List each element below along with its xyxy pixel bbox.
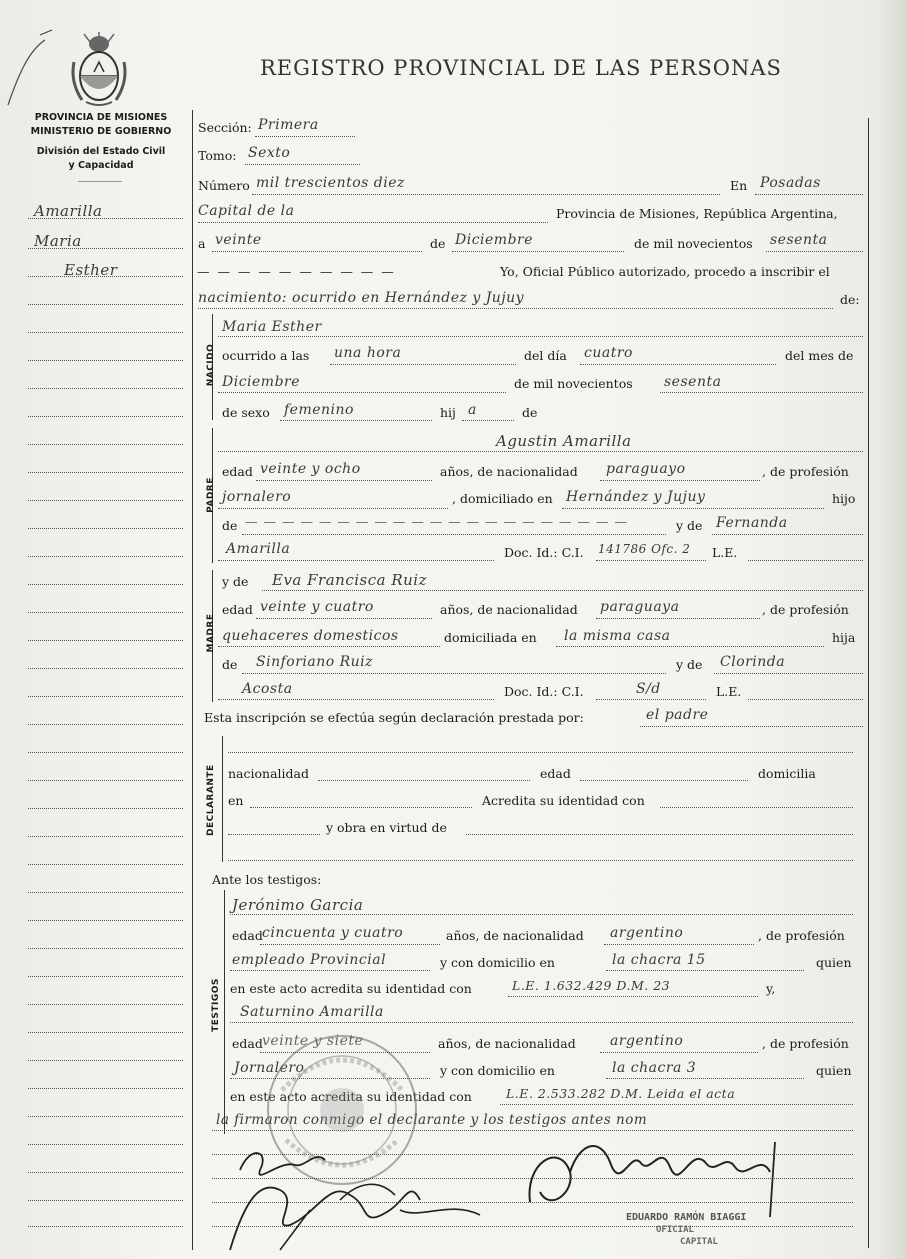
madre-y-de-label: y de	[222, 574, 249, 589]
sexo-line	[280, 420, 432, 421]
padre-prof-line	[218, 508, 448, 509]
page-title: REGISTRO PROVINCIAL DE LAS PERSONAS	[260, 56, 782, 80]
tab-declarante: DECLARANTE	[206, 764, 216, 836]
hij-label: hij	[440, 405, 456, 420]
hora-line	[330, 364, 516, 365]
de-mil-label: de mil novecientos	[634, 236, 753, 251]
del-dia-label: del día	[524, 348, 567, 363]
hij-suffix-value: a	[468, 402, 477, 418]
padre-edad-value: veinte y ocho	[260, 461, 361, 477]
t1-doc-value: L.E. 1.632.429 D.M. 23	[512, 978, 671, 993]
padre-nombre-value: Agustin Amarilla	[496, 432, 632, 450]
decl-domicilia-label: domicilia	[758, 766, 816, 781]
padre-edad-line	[256, 480, 432, 481]
left-border	[192, 110, 193, 1250]
madre-nombre-line	[262, 590, 863, 591]
stamp-title: OFICIAL	[656, 1225, 694, 1235]
padre-anios-label: años, de nacionalidad	[440, 464, 578, 479]
en-line	[755, 194, 863, 195]
madre-prof-line	[218, 646, 440, 647]
coat-of-arms-emblem	[68, 32, 130, 108]
t1-nac-value: argentino	[610, 925, 684, 941]
nombre-line	[218, 336, 863, 337]
decl-en-label: en	[228, 793, 244, 808]
padre-madre-value: Fernanda	[716, 515, 788, 531]
decl-obra-line	[466, 834, 853, 835]
madre-hija-label: hija	[832, 630, 856, 645]
t2-nac-value: argentino	[610, 1033, 684, 1049]
decl-en-line	[250, 807, 472, 808]
numero-value: mil trescientos diez	[256, 175, 405, 191]
padre-prof-value: jornalero	[222, 489, 292, 505]
madre-madre-ap-line	[218, 699, 494, 700]
margin-first-name: Maria	[34, 232, 82, 250]
t1-nombre-value: Jerónimo Garcia	[232, 896, 364, 914]
tab-testigos: TESTIGOS	[211, 978, 221, 1032]
decl-acredita-line	[660, 807, 853, 808]
pencil-mark	[0, 20, 60, 110]
ministry-line: MINISTERIO DE GOBIERNO	[30, 126, 172, 137]
ante-testigos-label: Ante los testigos:	[212, 872, 322, 887]
t2-doc-line	[500, 1104, 853, 1105]
madre-prof-value: quehaceres domesticos	[222, 628, 399, 644]
seccion-label: Sección:	[198, 120, 252, 135]
madre-nac-line	[596, 618, 760, 619]
anio-line	[766, 251, 863, 252]
province-line: PROVINCIA DE MISIONES	[34, 112, 168, 123]
padre-nac-line	[600, 480, 760, 481]
testigos-bracket	[224, 890, 225, 1134]
dia-value: veinte	[215, 232, 262, 248]
de-mil2-label: de mil novecientos	[514, 376, 633, 391]
t1-edad-value: cincuenta y cuatro	[262, 925, 404, 941]
dia-nac-line	[580, 364, 776, 365]
madre-ci-value: S/d	[636, 681, 661, 697]
mes-line	[452, 251, 624, 252]
margin-second-name: Esther	[64, 261, 118, 279]
anio-value: sesenta	[770, 232, 828, 248]
decl-obra-pre-line	[228, 834, 320, 835]
declarante-line	[640, 726, 863, 727]
madre-dom-value: la misma casa	[564, 628, 671, 644]
ocurrido-label: ocurrido a las	[222, 348, 310, 363]
t2-nombre-value: Saturnino Amarilla	[240, 1004, 384, 1020]
decl-edad-line	[580, 780, 748, 781]
numero-label: Número	[198, 178, 250, 193]
t2-quien-label: quien	[816, 1063, 852, 1078]
de-hij-label: de	[522, 405, 538, 420]
t1-prof-value: empleado Provincial	[232, 952, 387, 968]
seccion-value: Primera	[258, 117, 319, 133]
mes-nac-value: Diciembre	[222, 374, 301, 390]
t1-nombre-line	[230, 914, 853, 915]
left-signatures	[220, 1140, 500, 1259]
dia-line	[212, 251, 422, 252]
madre-dom-line	[556, 646, 824, 647]
t2-dom-line	[606, 1078, 804, 1079]
nombre-value: Maria Esther	[222, 319, 322, 335]
dia-nac-value: cuatro	[584, 345, 633, 361]
padre-madre-ap-value: Amarilla	[226, 541, 291, 557]
margin-surname: Amarilla	[34, 202, 103, 220]
padre-padre-line	[242, 534, 666, 535]
hij-line	[462, 420, 514, 421]
madre-de-label: de	[222, 657, 238, 672]
madre-ci-line	[596, 699, 706, 700]
madre-padre-line	[242, 673, 666, 674]
madre-y-de2-label: y de	[676, 657, 703, 672]
padre-madre-line	[712, 534, 863, 535]
seccion-line	[255, 136, 355, 137]
padre-le-line	[748, 560, 863, 561]
madre-edad-value: veinte y cuatro	[260, 599, 374, 615]
decl-nacionalidad-line	[318, 780, 530, 781]
declarante-name-line	[228, 752, 853, 753]
madre-nombre-value: Eva Francisca Ruiz	[272, 571, 427, 589]
padre-padre-dashes: — — — — — — — — — — — — — — — — — — — — —	[245, 514, 628, 529]
padre-madre-ap-line	[218, 560, 494, 561]
right-signature	[520, 1132, 780, 1222]
madre-profesion-label: , de profesión	[762, 602, 849, 617]
provincia-label: Provincia de Misiones, República Argentina,	[556, 206, 838, 221]
t2-edad-value: veinte y siete	[262, 1033, 364, 1049]
padre-domiciliado-label: , domiciliado en	[452, 491, 553, 506]
padre-dom-value: Hernández y Jujuy	[566, 489, 706, 505]
madre-edad-line	[256, 618, 432, 619]
padre-ci-value: 141786 Ofc. 2	[598, 542, 691, 556]
page-edge-shadow	[877, 0, 907, 1259]
en-label: En	[730, 178, 748, 193]
t2-profesion-label: , de profesión	[762, 1036, 849, 1051]
madre-padre-value: Sinforiano Ruiz	[256, 654, 374, 670]
t1-y-label: y,	[766, 981, 776, 996]
t2-prof-value: Jornalero	[234, 1060, 305, 1076]
padre-nac-value: paraguayo	[606, 461, 686, 477]
t1-dom-value: la chacra 15	[612, 952, 706, 968]
dash-fill: — — — — — — — — — —	[197, 264, 396, 279]
madre-doc-label: Doc. Id.: C.I.	[504, 684, 584, 699]
sexo-label: de sexo	[222, 405, 270, 420]
t2-nombre-line	[230, 1022, 853, 1023]
acto-value: nacimiento: ocurrido en Hernández y Jujuy	[198, 290, 525, 306]
tab-nacido: NACIDO	[206, 343, 216, 387]
madre-domiciliada-label: domiciliada en	[444, 630, 537, 645]
padre-dom-line	[562, 508, 824, 509]
t2-nac-line	[600, 1052, 758, 1053]
t1-en-este-label: en este acto acredita su identidad con	[230, 981, 472, 996]
madre-edad-label: edad	[222, 602, 253, 617]
padre-ci-line	[596, 560, 706, 561]
t1-edad-label: edad	[232, 928, 263, 943]
padre-doc-label: Doc. Id.: C.I.	[504, 545, 584, 560]
madre-le-line	[748, 699, 863, 700]
decl-extra-line	[228, 860, 853, 861]
header-divider	[78, 181, 122, 182]
madre-madre-ap-value: Acosta	[242, 681, 293, 697]
madre-madre-line	[714, 673, 863, 674]
sexo-value: femenino	[284, 402, 354, 418]
t1-quien-label: quien	[816, 955, 852, 970]
right-border	[868, 118, 869, 1248]
tab-padre: PADRE	[206, 477, 216, 513]
yo-label: Yo, Oficial Público autorizado, procedo a inscribir el	[500, 264, 830, 279]
anio-nac-value: sesenta	[664, 374, 722, 390]
numero-line	[252, 194, 720, 195]
de-label: de	[430, 236, 446, 251]
madre-nac-value: paraguaya	[600, 599, 680, 615]
padre-nombre-line	[218, 451, 863, 452]
tab-madre: MADRE	[206, 613, 216, 653]
decl-acredita-label: Acredita su identidad con	[482, 793, 645, 808]
mes-value: Diciembre	[455, 232, 534, 248]
tomo-label: Tomo:	[198, 148, 237, 163]
t2-doc-value: L.E. 2.533.282 D.M. Leida el acta	[506, 1086, 736, 1101]
t1-doc-line	[508, 996, 758, 997]
padre-edad-label: edad	[222, 464, 253, 479]
t1-nac-line	[604, 944, 754, 945]
t1-dom-line	[606, 970, 804, 971]
stamp-capital: CAPITAL	[680, 1237, 718, 1247]
t1-edad-line	[260, 944, 440, 945]
hora-value: una hora	[334, 345, 402, 361]
anio-nac-line	[660, 392, 863, 393]
t2-en-este-label: en este acto acredita su identidad con	[230, 1089, 472, 1104]
stamp-name: EDUARDO RAMÓN BIAGGI	[626, 1212, 747, 1223]
madre-madre-value: Clorinda	[720, 654, 786, 670]
t1-anios-label: años, de nacionalidad	[446, 928, 584, 943]
mes-nac-line	[218, 392, 506, 393]
padre-y-de-label: y de	[676, 518, 703, 533]
t1-profesion-label: , de profesión	[758, 928, 845, 943]
tomo-value: Sexto	[248, 145, 291, 161]
decl-obra-label: y obra en virtud de	[326, 820, 447, 835]
padre-le-label: L.E.	[712, 545, 738, 560]
capacity-line: y Capacidad	[68, 160, 134, 171]
division-line: División del Estado Civil	[36, 146, 166, 157]
decl-edad-label: edad	[540, 766, 571, 781]
t2-edad-label: edad	[232, 1036, 263, 1051]
a-label: a	[198, 236, 206, 251]
en-value: Posadas	[760, 175, 821, 191]
del-mes-label: del mes de	[785, 348, 854, 363]
padre-de-label: de	[222, 518, 238, 533]
t2-dom-value: la chacra 3	[612, 1060, 697, 1076]
padre-hijo-label: hijo	[832, 491, 856, 506]
madre-anios-label: años, de nacionalidad	[440, 602, 578, 617]
t2-dom-label: y con domicilio en	[440, 1063, 555, 1078]
decl-nacionalidad-label: nacionalidad	[228, 766, 309, 781]
acto-line	[198, 308, 833, 309]
padre-profesion-label: , de profesión	[762, 464, 849, 479]
inscripcion-label: Esta inscripción se efectúa según declaración prestada por:	[204, 710, 584, 725]
capital-line	[198, 222, 548, 223]
t1-prof-line	[230, 970, 430, 971]
madre-le-label: L.E.	[716, 684, 742, 699]
t2-anios-label: años, de nacionalidad	[438, 1036, 576, 1051]
declarante-bracket	[222, 736, 223, 862]
capital-value: Capital de la	[198, 203, 295, 219]
cierre-value: la firmaron conmigo el declarante y los testigos antes nom	[216, 1112, 648, 1128]
de-colon-label: de:	[840, 292, 860, 307]
tomo-line	[245, 164, 360, 165]
declarante-value: el padre	[646, 707, 709, 723]
t1-dom-label: y con domicilio en	[440, 955, 555, 970]
